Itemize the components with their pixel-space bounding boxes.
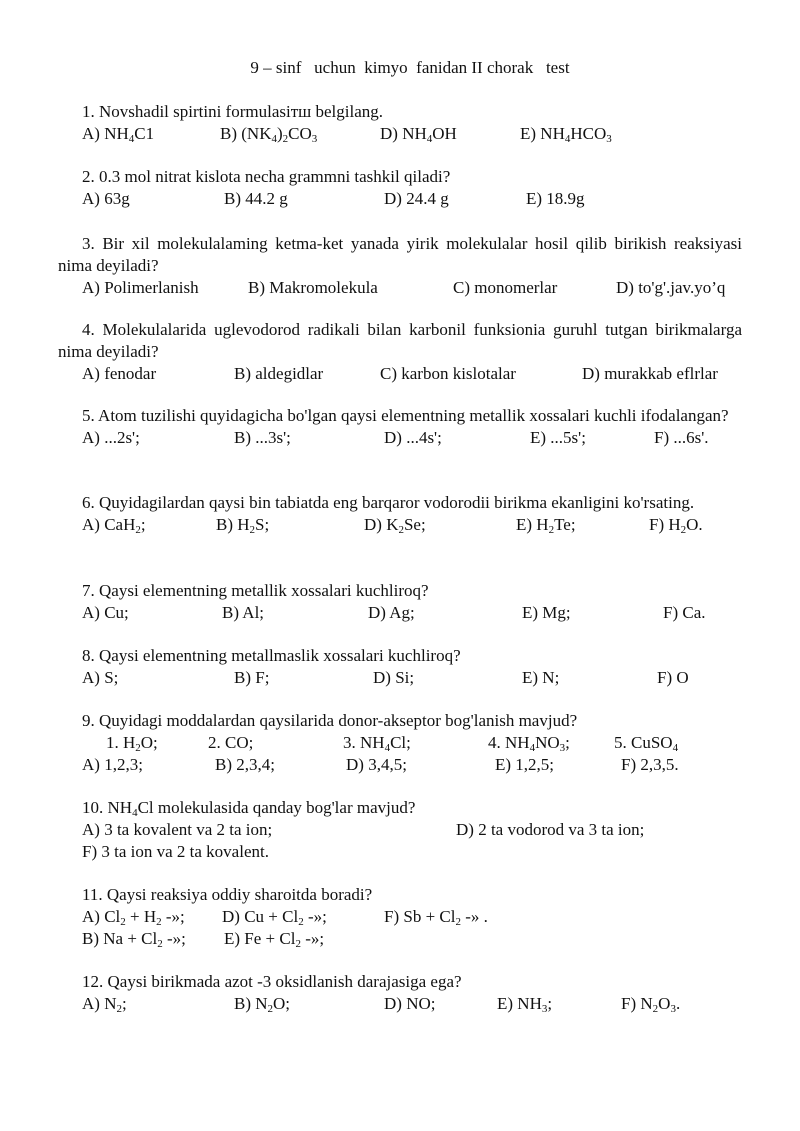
question-10 [58, 797, 742, 863]
answer-options-row [58, 514, 742, 536]
answer-option: A) 63g [82, 189, 130, 208]
answer-option: E) $NH_4HCO_3$ [520, 124, 612, 145]
answer-option: B) 2,3,4; [215, 755, 275, 774]
answer-option: D) Si; [373, 668, 415, 687]
answer-option: B) F; [234, 668, 270, 687]
question-12 [58, 971, 742, 1015]
answer-option: F) Ca. [663, 603, 706, 622]
answer-option: F) ...6s'. [654, 428, 709, 447]
answer-option: F) 2,3,5. [621, 755, 679, 774]
answer-option: E) $NH_3$; [497, 994, 553, 1015]
answer-options-row [58, 123, 742, 145]
answer-options-row [58, 602, 742, 624]
answer-options-row [58, 819, 742, 841]
substance-item: 5. CuSO$_4$ [614, 733, 679, 754]
page-title: 9 – sinf uchun kimyo fanidan II chorak test [250, 58, 570, 77]
question-5 [58, 405, 742, 449]
question-text: 2. 0.3 mol nitrat kislota necha grammni tashkil qiladi? [82, 167, 451, 186]
answer-option: F) $Sb + Cl_2$ -» . [384, 907, 488, 928]
answer-option: F) $H_2O$. [649, 515, 703, 536]
question-11 [58, 884, 742, 950]
answer-options-row [58, 277, 742, 299]
answer-option: D) $K_2Se$; [364, 515, 426, 536]
question-3 [58, 233, 742, 299]
answer-option: B) ...3s'; [234, 428, 291, 447]
answer-option: B) $Na + Cl_2$ -»; [82, 929, 186, 950]
answer-option: D) 3,4,5; [346, 755, 407, 774]
answer-option: F) $N_2O_3$. [621, 994, 681, 1015]
answer-option: D) $Cu + Cl_2$ -»; [222, 907, 327, 928]
answer-option: E) Mg; [522, 603, 571, 622]
question-8 [58, 645, 742, 689]
answer-option: B) $(NK_4)_2CO_3$ [220, 124, 318, 145]
answer-options-row [58, 841, 742, 863]
answer-option: E) $H_2Te$; [516, 515, 576, 536]
substance-list [58, 732, 742, 754]
question-1 [58, 101, 742, 145]
answer-option: D) $NH_4OH$ [380, 124, 457, 145]
answer-option: B) Makromolekula [248, 278, 378, 297]
question-text: 5. Atom tuzilishi quyidagicha bo'lgan qaysi elementning metallik xossalari kuchli ifodalangan? [82, 406, 729, 425]
question-text: 4. Molekulalarida uglevodorod radikali bilan karbonil funksionia guruhl tutgan birikmalarga nima deyiladi? [58, 320, 742, 361]
answer-option: A) Polimerlanish [82, 278, 199, 297]
question-text: 9. Quyidagi moddalardan qaysilarida donor-akseptor bog'lanish mavjud? [82, 711, 578, 730]
question-text: 12. Qaysi birikmada azot -3 oksidlanish darajasiga ega? [82, 972, 462, 991]
answer-option: A) $Cl_2 + H_2$ -»; [82, 907, 185, 928]
question-text: 3. Bir xil molekulalaming ketma-ket yanada yirik molekulalar hosil qilib birikish reaksiyasi nima deyiladi? [58, 234, 742, 275]
question-4 [58, 319, 742, 385]
answer-option: A) ...2s'; [82, 428, 140, 447]
answer-option: E) ...5s'; [530, 428, 586, 447]
answer-option: D) Ag; [368, 603, 415, 622]
answer-option: A) S; [82, 668, 119, 687]
substance-item: 2. CO; [208, 733, 254, 752]
answer-option: A) fenodar [82, 364, 157, 383]
answer-option: C) karbon kislotalar [380, 364, 516, 383]
answer-option: B) Al; [222, 603, 265, 622]
answer-options-row [58, 363, 742, 385]
answer-option: B) aldegidlar [234, 364, 324, 383]
answer-option: A) 3 ta kovalent va 2 ta ion; [82, 820, 273, 839]
answer-option: D) 2 ta vodorod va 3 ta ion; [456, 820, 645, 839]
answer-option: B) 44.2 g [224, 189, 288, 208]
answer-option: D) 24.4 g [384, 189, 449, 208]
answer-option: A) $N_2$; [82, 994, 127, 1015]
answer-options-row [58, 754, 742, 776]
answer-option: A) CaH$_2$; [82, 515, 146, 536]
answer-option: F) 3 ta ion va 2 ta kovalent. [82, 842, 269, 861]
question-text: 11. Qaysi reaksiya oddiy sharoitda boradi? [82, 885, 373, 904]
answer-option: E) N; [522, 668, 560, 687]
question-2 [58, 166, 742, 210]
question-text: 7. Qaysi elementning metallik xossalari kuchliroq? [82, 581, 429, 600]
question-9 [58, 710, 742, 776]
answer-options-row [58, 906, 742, 928]
substance-item: 3. $NH_4Cl$; [343, 733, 411, 754]
answer-options-row [58, 427, 742, 449]
answer-option: C) monomerlar [453, 278, 558, 297]
answer-option: D) to'g'.jav.yo’q [616, 278, 726, 297]
answer-options-row [58, 928, 742, 950]
question-6 [58, 492, 742, 536]
answer-options-row [58, 993, 742, 1015]
answer-option: D) murakkab eflrlar [582, 364, 718, 383]
question-text: 6. Quyidagilardan qaysi bin tabiatda eng barqaror vodorodii birikma ekanligini ko'rsating. [82, 493, 695, 512]
question-text: 10. $NH_4Cl$ molekulasida qanday bog'lar mavjud? [82, 798, 416, 819]
answer-option: E) $Fe + Cl_2$ -»; [224, 929, 325, 950]
answer-option: E) 1,2,5; [495, 755, 555, 774]
question-text: 1. Novshadil spirtini formulasiтш belgilang. [82, 102, 383, 121]
substance-item: 4. $NH_4NO_3$; [488, 733, 570, 754]
answer-option: B) $N_2O$; [234, 994, 291, 1015]
substance-item: 1. $H_2O$; [106, 733, 158, 754]
answer-option: A) Cu; [82, 603, 129, 622]
answer-option: A) 1,2,3; [82, 755, 143, 774]
answer-options-row [58, 188, 742, 210]
question-7 [58, 580, 742, 624]
answer-option: D) NO; [384, 994, 436, 1013]
question-text: 8. Qaysi elementning metallmaslik xossalari kuchliroq? [82, 646, 461, 665]
answer-options-row [58, 667, 742, 689]
answer-option: A) $NH_4C1$ [82, 124, 155, 145]
answer-option: B) $H_2S$; [216, 515, 270, 536]
answer-option: F) O [657, 668, 689, 687]
answer-option: D) ...4s'; [384, 428, 442, 447]
answer-option: E) 18.9g [526, 189, 585, 208]
